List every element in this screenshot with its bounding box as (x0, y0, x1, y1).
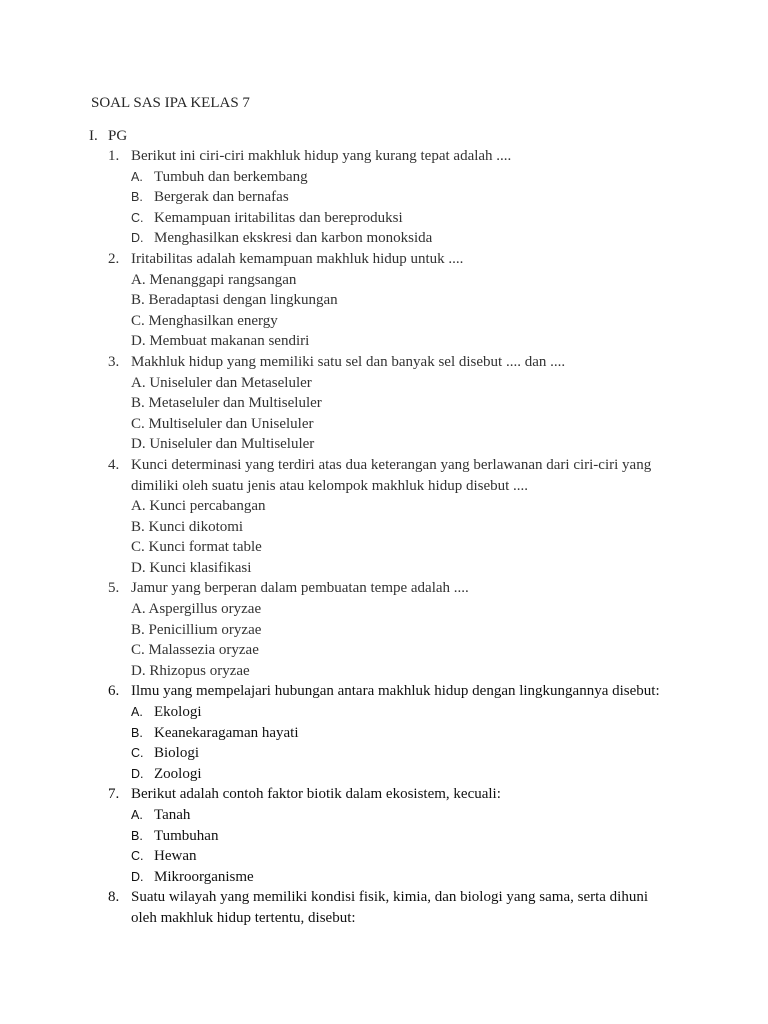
answer-option (0, 640, 768, 661)
question-text: Jamur yang berperan dalam pembuatan tempe adalah .... (131, 580, 469, 597)
question-line (0, 249, 768, 270)
question-number: 8. (108, 889, 120, 906)
option-text: Ekologi (154, 704, 202, 721)
question-line (0, 681, 768, 702)
option-text: D. Membuat makanan sendiri (131, 333, 310, 350)
option-text: Hewan (154, 848, 197, 865)
question-number: 5. (108, 580, 120, 597)
answer-option (0, 537, 768, 558)
option-letter: D. (131, 231, 144, 246)
question-line (0, 146, 768, 167)
answer-option (0, 496, 768, 517)
option-text: Biologi (154, 745, 200, 762)
question-line (0, 578, 768, 599)
option-letter: A. (131, 169, 143, 184)
answer-option (0, 167, 768, 188)
option-text: A. Aspergillus oryzae (131, 601, 262, 618)
option-letter: A. (131, 705, 143, 720)
question-line (0, 476, 768, 497)
option-text: C. Multiseluler dan Uniseluler (131, 415, 314, 432)
question-line (0, 784, 768, 805)
option-text: A. Uniseluler dan Metaseluler (131, 374, 312, 391)
answer-option (0, 393, 768, 414)
answer-option (0, 270, 768, 291)
section-heading (89, 126, 127, 146)
option-text: Mikroorganisme (154, 868, 254, 885)
option-text: Bergerak dan bernafas (154, 189, 289, 206)
answer-option (0, 743, 768, 764)
option-letter: B. (131, 725, 143, 740)
option-text: Menghasilkan ekskresi dan karbon monoksida (154, 230, 433, 247)
answer-option (0, 764, 768, 785)
option-text: B. Metaseluler dan Multiseluler (131, 395, 322, 412)
option-letter: D. (131, 766, 144, 781)
question-line (0, 455, 768, 476)
option-letter: A. (131, 808, 143, 822)
option-letter: C. (131, 849, 144, 864)
answer-option (0, 846, 768, 867)
option-text: Kemampuan iritabilitas dan bereproduksi (154, 209, 403, 226)
option-letter: B. (131, 190, 143, 205)
option-text: Zoologi (154, 765, 202, 782)
section-number: I. (89, 128, 98, 144)
answer-option (0, 187, 768, 208)
option-letter: D. (131, 869, 144, 884)
question-number: 7. (108, 786, 120, 803)
option-text: B. Penicillium oryzae (131, 621, 262, 638)
option-text: C. Malassezia oryzae (131, 642, 259, 659)
answer-option (0, 723, 768, 744)
option-text: A. Menanggapi rangsangan (131, 271, 297, 288)
answer-option (0, 228, 768, 249)
option-text: Tumbuh dan berkembang (154, 168, 308, 185)
answer-option (0, 414, 768, 435)
option-text: C. Menghasilkan energy (131, 312, 278, 329)
answer-option (0, 620, 768, 641)
question-number: 3. (108, 353, 120, 370)
answer-option (0, 434, 768, 455)
answer-option (0, 805, 768, 826)
option-letter: C. (131, 210, 144, 225)
question-text: Berikut ini ciri-ciri makhluk hidup yang kurang tepat adalah .... (131, 148, 512, 164)
option-text: C. Kunci format table (131, 539, 262, 556)
question-text: Iritabilitas adalah kemampuan makhluk hidup untuk .... (131, 250, 464, 267)
question-text: oleh makhluk hidup tertentu, disebut: (131, 909, 356, 926)
option-text: B. Beradaptasi dengan lingkungan (131, 292, 338, 309)
question-line (0, 908, 768, 929)
answer-option (0, 208, 768, 229)
option-text: Tumbuhan (154, 827, 219, 844)
question-number: 6. (108, 683, 120, 700)
answer-option (0, 661, 768, 682)
answer-option (0, 311, 768, 332)
question-line (0, 352, 768, 373)
option-text: A. Kunci percabangan (131, 498, 266, 515)
question-list (0, 146, 768, 929)
option-letter: C. (131, 746, 144, 761)
question-text: Suatu wilayah yang memiliki kondisi fisik, kimia, dan biologi yang sama, serta dihuni (131, 889, 649, 906)
question-text: Kunci determinasi yang terdiri atas dua keterangan yang berlawanan dari ciri-ciri yang (131, 456, 652, 473)
answer-option (0, 290, 768, 311)
question-text: Ilmu yang mempelajari hubungan antara makhluk hidup dengan lingkungannya disebut: (131, 683, 660, 700)
answer-option (0, 331, 768, 352)
question-number: 1. (108, 148, 120, 164)
answer-option (0, 558, 768, 579)
answer-option (0, 373, 768, 394)
document-title: SOAL SAS IPA KELAS 7 (91, 95, 250, 111)
section-label: PG (108, 128, 128, 144)
answer-option (0, 826, 768, 847)
question-line (0, 887, 768, 908)
question-text: dimiliki oleh suatu jenis atau kelompok makhluk hidup disebut .... (131, 477, 529, 494)
answer-option (0, 702, 768, 723)
answer-option (0, 867, 768, 888)
option-text: D. Rhizopus oryzae (131, 662, 250, 679)
option-text: B. Kunci dikotomi (131, 518, 244, 535)
question-text: Berikut adalah contoh faktor biotik dalam ekosistem, kecuali: (131, 786, 501, 803)
question-text: Makhluk hidup yang memiliki satu sel dan banyak sel disebut .... dan .... (131, 353, 566, 370)
question-number: 2. (108, 250, 120, 267)
option-letter: B. (131, 828, 143, 843)
answer-option (0, 517, 768, 538)
option-text: D. Kunci klasifikasi (131, 559, 252, 576)
answer-option (0, 599, 768, 620)
question-number: 4. (108, 456, 120, 473)
option-text: D. Uniseluler dan Multiseluler (131, 436, 315, 453)
option-text: Keanekaragaman hayati (154, 724, 299, 741)
option-text: Tanah (154, 807, 191, 823)
